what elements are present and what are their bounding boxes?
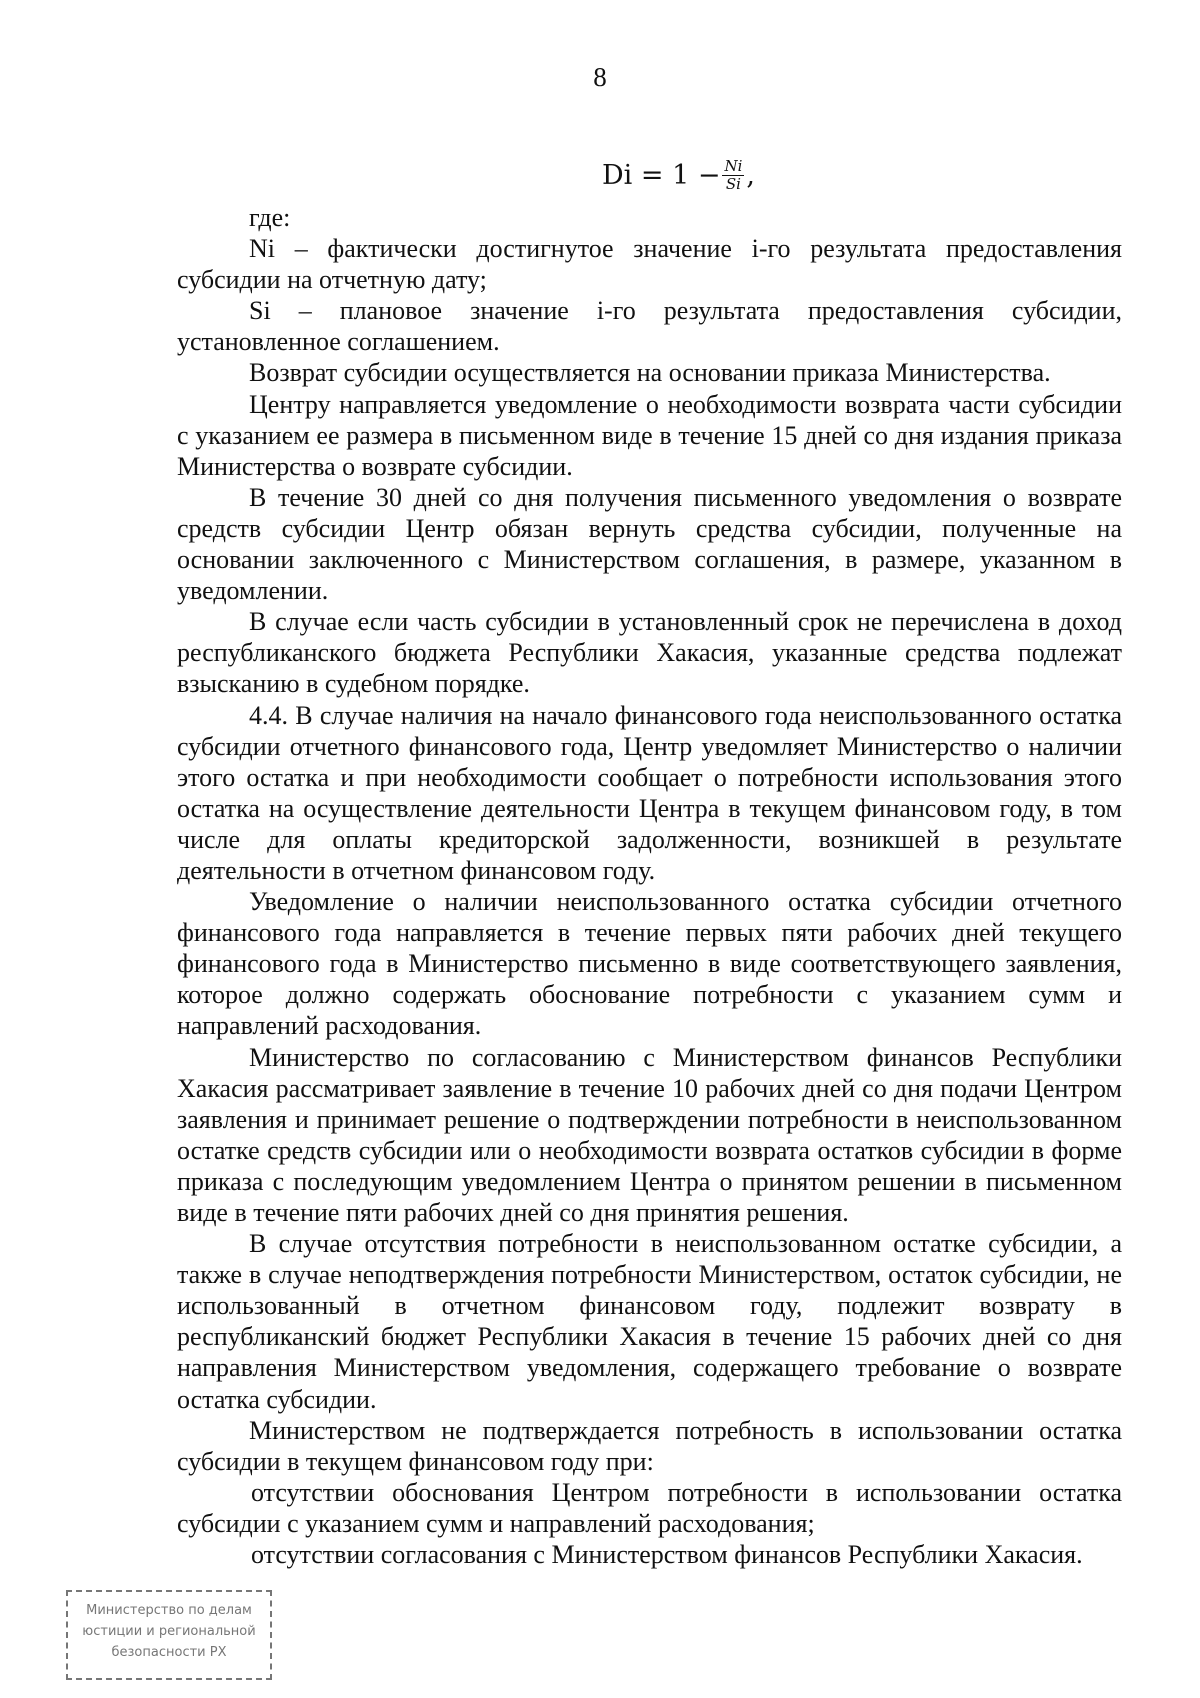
paragraph: Возврат субсидии осуществляется на основании приказа Министерства.	[249, 358, 1051, 388]
paragraph-ni-definition: Ni – фактически достигнутое значение i-го результата предоставления субсидии на отчетную дату;	[177, 234, 1122, 295]
registration-stamp	[66, 1590, 272, 1680]
list-item: отсутствии обоснования Центром потребности в использовании остатка субсидии с указанием сумм и направлений расходования;	[177, 1477, 1122, 1538]
paragraph: Министерством не подтверждается потребность в использовании остатка субсидии в текущем финансовом году при:	[177, 1415, 1122, 1476]
formula-denominator: Si	[725, 175, 741, 193]
paragraph: Центру направляется уведомление о необходимости возврата части субсидии с указанием ее размера в письменном виде в течение 15 дней со дня издания приказа Министерства о возврате субсидии.	[177, 389, 1122, 481]
formula-trail: ,	[746, 160, 755, 191]
paragraph: В случае если часть субсидии в установленный срок не перечислена в доход республиканского бюджета Республики Хакасия, указанные средства подлежат взысканию в судебном порядке.	[177, 607, 1122, 699]
document-body	[177, 202, 1122, 1570]
list-item: отсутствии согласования с Министерством финансов Республики Хакасия.	[251, 1540, 1083, 1570]
paragraph-where: где:	[249, 203, 291, 232]
stamp-line: безопасности РХ	[111, 1645, 227, 1660]
stamp-line: юстиции и региональной	[82, 1624, 256, 1639]
paragraph: В случае отсутствия потребности в неиспользованном остатке субсидии, а также в случае неподтверждения потребности Министерством, остаток субсидии, не использованный в отчетном финансовом году, подлежит возврату в республиканский бюджет Республики Хакасия в течение 15 рабочих дней со дня направления Министерством уведомления, содержащего требование о возврате остатка субсидии.	[177, 1229, 1122, 1414]
paragraph-si-definition: Si – плановое значение i-го результата предоставления субсидии, установленное соглашением.	[177, 296, 1122, 357]
paragraph: Министерство по согласованию с Министерством финансов Республики Хакасия рассматривает заявление в течение 10 рабочих дней со дня подачи Центром заявления и принимает решение о подтверждении потребности в неиспользованном остатке средств субсидии или о необходимости возврата остатков субсидии в форме приказа с последующим уведомлением Центра о принятом решении в письменном виде в течение пяти рабочих дней со дня принятия решения.	[177, 1042, 1122, 1227]
formula-lhs: Di = 1 −	[602, 160, 721, 191]
formula-fraction	[722, 158, 744, 193]
paragraph-section-4-4: 4.4. В случае наличия на начало финансового года неиспользованного остатка субсидии отчетного финансового года, Центр уведомляет Министерство о наличии этого остатка и при необходимости сообщает о потребности использования этого остатка на осуществление деятельности Центра в текущем финансовом году, в том числе для оплаты кредиторской задолженности, возникшей в результате деятельности в отчетном финансовом году.	[177, 700, 1122, 885]
stamp-line: Министерство по делам	[86, 1603, 252, 1618]
formula-numerator: Ni	[724, 157, 743, 175]
paragraph: В течение 30 дней со дня получения письменного уведомления о возврате средств субсидии Центр обязан вернуть средства субсидии, полученные на основании заключенного с Министерством соглашения, в размере, указанном в уведомлении.	[177, 482, 1122, 606]
paragraph: Уведомление о наличии неиспользованного остатка субсидии отчетного финансового года направляется в течение первых пяти рабочих дней текущего финансового года в Министерство письменно в виде соответствующего заявления, которое должно содержать обоснование потребности с указанием сумм и направлений расходования.	[177, 887, 1122, 1041]
page-number: 8	[593, 62, 607, 92]
formula	[602, 158, 755, 193]
